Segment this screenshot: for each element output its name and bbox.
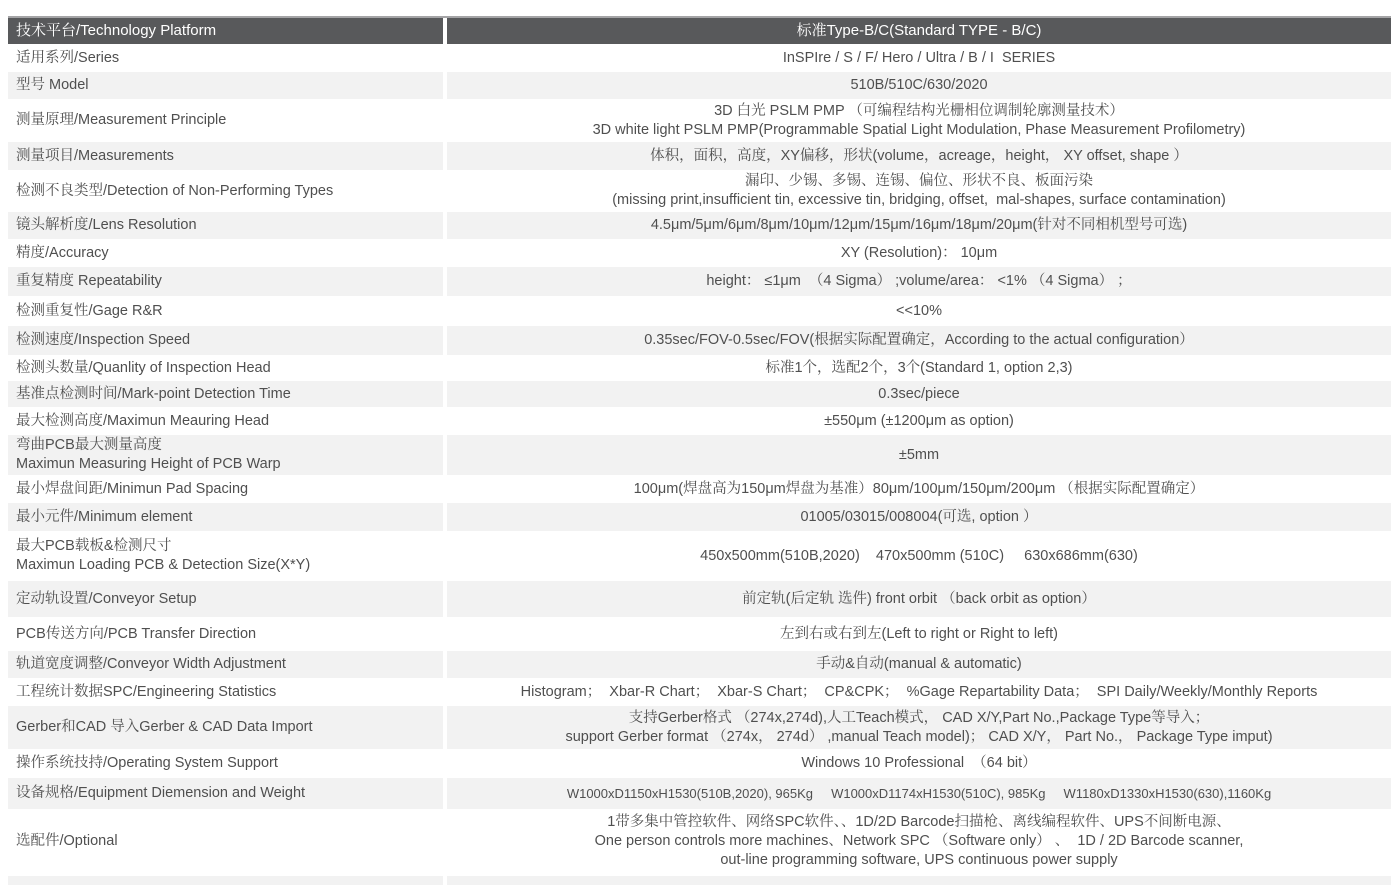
header-type-label: 标准Type-B/C(Standard TYPE - B/C) <box>796 22 1042 39</box>
row-label-line: 最大PCB载板&检测尺寸 <box>16 538 172 554</box>
table-row <box>8 503 1391 531</box>
row-value-line: 1带多集中管控软件、网络SPC软件、、1D/2D Barcode扫描枪、离线编程软件、UPS不间断电源、 <box>607 813 1231 830</box>
table-header-row <box>8 16 1391 44</box>
row-label-line: 轨道宽度调整/Conveyor Width Adjustment <box>16 656 286 672</box>
row-label-line: 测量原理/Measurement Principle <box>16 112 227 128</box>
table-row <box>8 72 1391 99</box>
table-row <box>8 809 1391 873</box>
row-value-line: out-line programming software, UPS continuous power supply <box>720 851 1118 868</box>
row-label-line: Maximun Loading PCB & Detection Size(X*Y) <box>16 557 311 573</box>
row-label-line: 检测头数量/Quanlity of Inspection Head <box>16 359 271 376</box>
table-row <box>8 475 1391 503</box>
table-row <box>8 778 1391 809</box>
row-label <box>8 44 443 72</box>
row-value <box>447 809 1391 873</box>
table-row <box>8 678 1391 706</box>
row-label-line: 最小元件/Minimum element <box>16 508 193 525</box>
table-row <box>8 170 1391 212</box>
row-label-line: 检测不良类型/Detection of Non-Performing Types <box>16 182 334 199</box>
row-value <box>447 326 1391 355</box>
row-value <box>447 296 1391 326</box>
row-value-line: XY (Resolution)： 10μm <box>840 244 998 261</box>
row-value <box>447 749 1391 778</box>
row-label-line: 最小焊盘间距/Minimun Pad Spacing <box>16 480 249 497</box>
row-label-line: 适用系列/Series <box>16 49 120 66</box>
row-label <box>8 326 443 355</box>
row-value <box>447 407 1391 435</box>
row-value <box>447 581 1391 617</box>
table-body <box>8 44 1391 873</box>
row-value <box>447 778 1391 809</box>
row-label-line: 型号 Model <box>16 77 89 93</box>
row-value <box>447 381 1391 407</box>
row-label <box>8 706 443 749</box>
row-label-line: 选配件/Optional <box>16 832 118 849</box>
row-label <box>8 355 443 381</box>
row-label <box>8 267 443 296</box>
row-value <box>447 651 1391 678</box>
header-platform-label: 技术平台/Technology Platform <box>16 22 217 39</box>
row-label-line: 操作系统技持/Operating System Support <box>16 755 278 771</box>
row-value-line: 4.5μm/5μm/6μm/8μm/10μm/12μm/15μm/16μm/18μm/20μm(针对不同相机型号可选) <box>650 217 1188 233</box>
row-value <box>447 475 1391 503</box>
table-row <box>8 749 1391 778</box>
row-value <box>447 617 1391 651</box>
row-label <box>8 475 443 503</box>
row-label <box>8 407 443 435</box>
row-label <box>8 617 443 651</box>
spec-table <box>8 16 1391 885</box>
table-row <box>8 617 1391 651</box>
row-label <box>8 678 443 706</box>
row-value-line: ±5mm <box>898 446 940 463</box>
row-value-line: 450x500mm(510B,2020) 470x500mm (510C) 630x686mm(630) <box>700 547 1138 564</box>
row-label-line: 重复精度 Repeatability <box>16 273 162 289</box>
row-label-line: Maximun Measuring Height of PCB Warp <box>16 456 281 472</box>
row-value <box>447 531 1391 581</box>
table-row <box>8 531 1391 581</box>
row-label-line: 镜头解析度/Lens Resolution <box>16 217 197 233</box>
row-value-line: 标准1个，选配2个，3个(Standard 1, option 2,3) <box>765 359 1073 376</box>
row-value-line: ±550μm (±1200μm as option) <box>824 412 1014 429</box>
row-label <box>8 72 443 99</box>
row-label <box>8 142 443 170</box>
row-value-line: W1000xD1150xH1530(510B,2020), 965Kg W1000xD1174xH1530(510C), 985Kg W1180xD1330xH1530(630),1160Kg <box>566 786 1272 801</box>
table-row <box>8 326 1391 355</box>
row-label-line: Gerber和CAD 导入Gerber & CAD Data Import <box>16 719 313 735</box>
row-label <box>8 99 443 142</box>
table-row <box>8 651 1391 678</box>
row-value <box>447 170 1391 212</box>
table-row <box>8 706 1391 749</box>
table-row <box>8 267 1391 296</box>
row-value <box>447 239 1391 267</box>
row-value <box>447 267 1391 296</box>
row-value-line: 手动&自动(manual & automatic) <box>816 656 1022 672</box>
row-label-line: 检测重复性/Gage R&R <box>16 302 163 319</box>
row-value-line: Histogram； Xbar-R Chart； Xbar-S Chart； CP&CPK； %Gage Repartability Data； SPI Daily/Weekly/Monthly Reports <box>520 683 1318 700</box>
row-value-line: InSPIre / S / F/ Hero / Ultra / B / I SERIES <box>782 49 1056 66</box>
row-label <box>8 239 443 267</box>
table-row <box>8 99 1391 142</box>
row-label <box>8 778 443 809</box>
row-label <box>8 809 443 873</box>
table-row <box>8 142 1391 170</box>
header-type-cell <box>447 18 1391 44</box>
row-label <box>8 212 443 239</box>
row-value <box>447 435 1391 475</box>
row-label-line: PCB传送方向/PCB Transfer Direction <box>16 625 257 642</box>
row-label-line: 精度/Accuracy <box>16 244 109 261</box>
row-label <box>8 503 443 531</box>
row-value-line: 体积，面积，高度，XY偏移，形状(volume，acreage，height， XY offset, shape ） <box>650 147 1188 164</box>
row-label <box>8 381 443 407</box>
row-label <box>8 170 443 212</box>
row-value <box>447 678 1391 706</box>
row-value-line: (missing print,insufficient tin, excessive tin, bridging, offset, mal-shapes, surface contamination) <box>612 192 1226 208</box>
row-label-line: 检测速度/Inspection Speed <box>16 332 191 348</box>
row-value-line: One person controls more machines、Network SPC （Software only） 、 1D / 2D Barcode scanner, <box>594 832 1244 849</box>
row-value-line: 0.3sec/piece <box>878 385 960 402</box>
row-value-line: 510B/510C/630/2020 <box>850 77 988 93</box>
row-label-line: 测量项目/Measurements <box>16 147 174 164</box>
row-label-line: 最大检测高度/Maximun Meauring Head <box>16 412 270 429</box>
row-label <box>8 581 443 617</box>
row-value <box>447 212 1391 239</box>
row-value-line: support Gerber format （274x， 274d） ,manual Teach model)； CAD X/Y， Part No.， Package Type imput) <box>565 728 1273 745</box>
header-platform-cell <box>8 18 443 44</box>
table-row <box>8 407 1391 435</box>
row-value <box>447 72 1391 99</box>
table-row <box>8 212 1391 239</box>
row-label <box>8 435 443 475</box>
row-label-line: 工程统计数据SPC/Engineering Statistics <box>16 683 277 700</box>
row-value-line: <<10% <box>896 302 942 319</box>
row-label-line: 基准点检测时间/Mark-point Detection Time <box>16 385 291 402</box>
row-value-line: height： ≤1μm （4 Sigma） ;volume/area： <1% （4 Sigma） ； <box>706 273 1132 289</box>
row-value-line: 01005/03015/008004(可选, option ） <box>800 508 1038 525</box>
partial-row-label-cell <box>8 876 443 885</box>
row-value <box>447 503 1391 531</box>
row-label <box>8 531 443 581</box>
row-value-line: Windows 10 Professional （64 bit） <box>801 755 1037 771</box>
table-row <box>8 239 1391 267</box>
row-value-line: 支持Gerber格式 （274x,274d),人工Teach模式， CAD X/Y,Part No.,Package Type等导入； <box>628 709 1210 726</box>
row-value-line: 3D white light PSLM PMP(Programmable Spatial Light Modulation, Phase Measurement Profilometry) <box>592 121 1246 138</box>
row-value <box>447 99 1391 142</box>
table-row <box>8 581 1391 617</box>
row-value <box>447 355 1391 381</box>
table-row <box>8 296 1391 326</box>
partial-row <box>8 876 1391 885</box>
row-value-line: 漏印、少锡、多锡、连锡、偏位、形状不良、板面污染 <box>745 173 1093 189</box>
row-label <box>8 651 443 678</box>
row-value-line: 100μm(焊盘高为150μm焊盘为基准）80μm/100μm/150μm/200μm （根据实际配置确定） <box>633 480 1205 497</box>
row-value <box>447 142 1391 170</box>
row-value-line: 左到右或右到左(Left to right or Right to left) <box>780 625 1058 642</box>
row-value-line: 0.35sec/FOV-0.5sec/FOV(根据实际配置确定，According to the actual configuration） <box>644 332 1194 348</box>
table-row <box>8 381 1391 407</box>
row-label <box>8 749 443 778</box>
row-label-line: 设备规格/Equipment Diemension and Weight <box>16 785 306 801</box>
partial-row-value-cell <box>447 876 1391 885</box>
row-value-line: 前定轨(后定轨 选件) front orbit （back orbit as option） <box>742 590 1096 607</box>
table-row <box>8 355 1391 381</box>
row-value <box>447 44 1391 72</box>
row-label-line: 弯曲PCB最大测量高度 <box>16 437 162 453</box>
table-row <box>8 435 1391 475</box>
row-value <box>447 706 1391 749</box>
row-label <box>8 296 443 326</box>
row-value-line: 3D 白光 PSLM PMP （可编程结构光栅相位调制轮廓测量技术） <box>714 102 1124 119</box>
row-label-line: 定动轨设置/Conveyor Setup <box>16 590 197 607</box>
table-row <box>8 44 1391 72</box>
